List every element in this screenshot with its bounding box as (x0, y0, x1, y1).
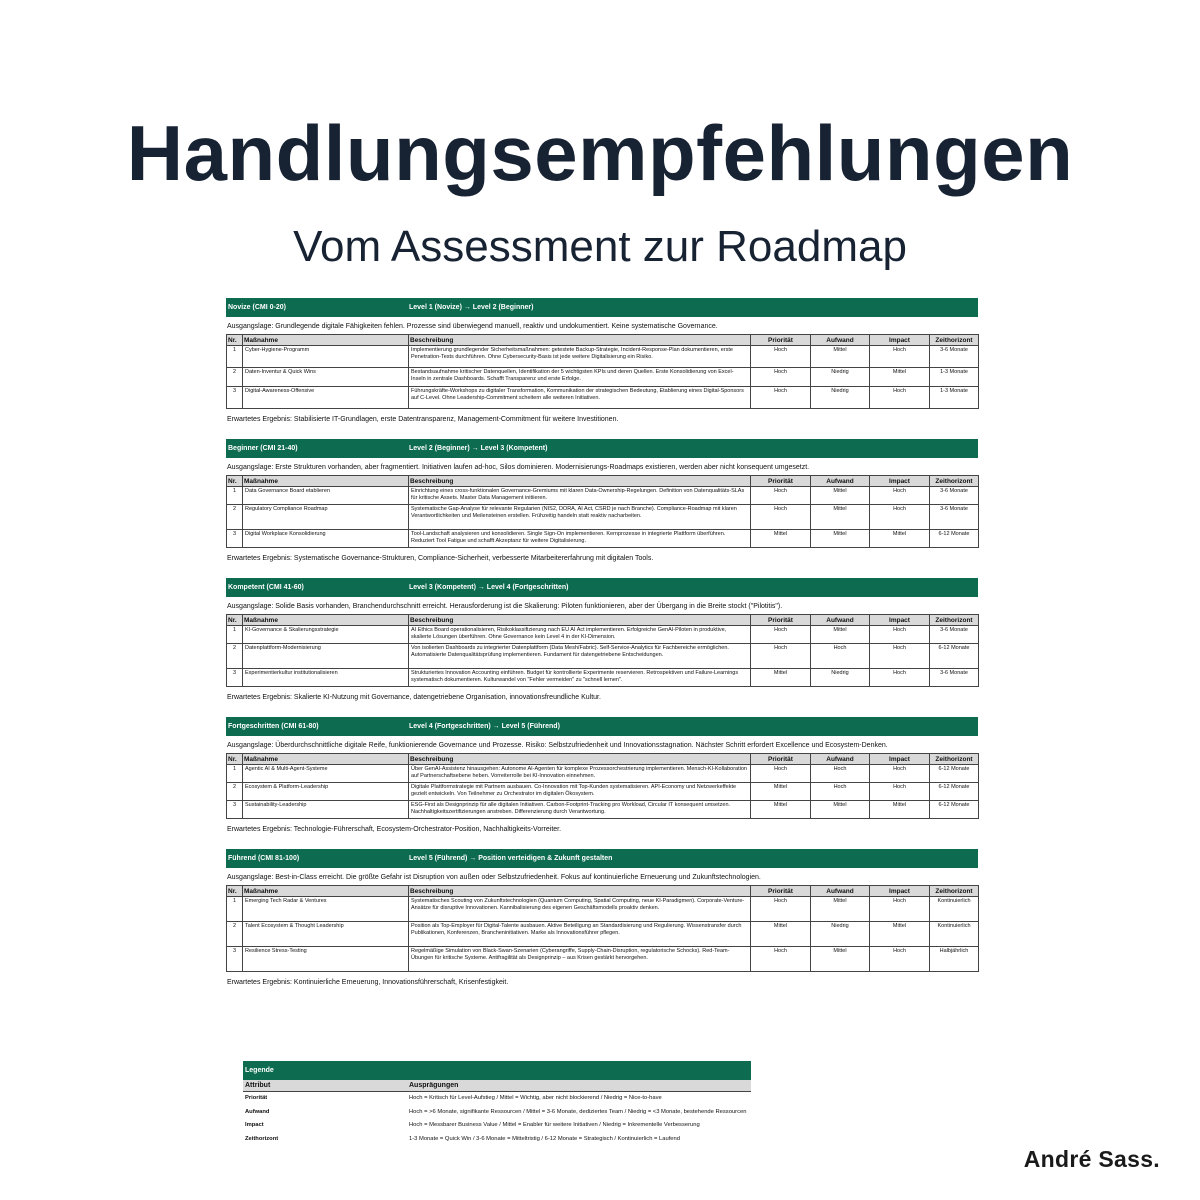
cell-beschreibung: ESG-First als Designprinzip für alle digitalen Initiativen. Carbon-Footprint-Tracking pro Workload, Circular IT konsequent umsetzen. Nachhaltigkeitszertifizierungen anstreben. Differenzierung durch Verantwortung. (409, 801, 751, 819)
table-header-row (227, 754, 979, 765)
column-header-beschreibung: Beschreibung (409, 754, 751, 765)
cell-prioritaet: Hoch (751, 505, 811, 530)
cell-nr: 2 (227, 644, 243, 669)
legend-text: Hoch = Kritisch für Level-Aufstieg / Mittel = Wichtig, aber nicht blockierend / Niedrig = Nice-to-have (409, 1095, 662, 1101)
section-header (226, 717, 978, 736)
column-header-beschreibung: Beschreibung (409, 335, 751, 346)
table-row (227, 765, 979, 783)
column-header-impact: Impact (870, 754, 930, 765)
cell-beschreibung: Regelmäßige Simulation von Black-Swan-Szenarien (Cyberangriffe, Supply-Chain-Disruption, regulatorische Schocks). Red-Team-Übungen für kritische Systeme. Antifragilität als Designprinzip – aus Krisen gestärkt hervorgehen. (409, 947, 751, 972)
measures-table (226, 885, 979, 972)
table-row (227, 669, 979, 687)
cell-massnahme: Daten-Inventur & Quick Wins (243, 368, 409, 387)
cell-nr: 2 (227, 783, 243, 801)
column-header-beschreibung: Beschreibung (409, 615, 751, 626)
column-header-massnahme: Maßnahme (243, 335, 409, 346)
cell-zeithorizont: Halbjährlich (930, 947, 979, 972)
section-ergebnis: Erwartetes Ergebnis: Systematische Governance-Strukturen, Compliance-Sicherheit, verbesserte Mitarbeitererfahrung mit digitalen Tools. (227, 555, 654, 562)
column-header-nr: Nr. (227, 615, 243, 626)
cell-prioritaet: Hoch (751, 626, 811, 644)
legend (243, 1061, 803, 1146)
cell-beschreibung: Von isolierten Dashboards zu integrierter Datenplattform (Data Mesh/Fabric). Self-Service-Analytics für Fachbereiche ermöglichen. Automatisierte Datenqualitätsprüfung implementieren. Fundament für datengetriebene Entscheidungen. (409, 644, 751, 669)
table-row (227, 387, 979, 409)
table-row (227, 346, 979, 368)
column-header-prioritaet: Priorität (751, 886, 811, 897)
cell-beschreibung: Position als Top-Employer für Digital-Talente ausbauen. Aktive Beteiligung an Standardisierung und Regulierung. Wissenstransfer durch Publikationen, Konferenzen, Brancheninitiativen. Marke als Innovationsführer pflegen. (409, 922, 751, 947)
cell-aufwand: Niedrig (811, 922, 870, 947)
column-header-nr: Nr. (227, 754, 243, 765)
cell-beschreibung: AI Ethics Board operationalisieren, Risikoklassifizierung nach EU AI Act implementieren. Erfolgreiche GenAI-Piloten in produktive, skalierte Lösungen überführen. Ohne Governance kein Level 4 in der KI-Dimension. (409, 626, 751, 644)
column-header-nr: Nr. (227, 476, 243, 487)
section-name: Kompetent (CMI 41-60) (228, 584, 304, 591)
section-ergebnis: Erwartetes Ergebnis: Stabilisierte IT-Grundlagen, erste Datentransparenz, Management-Commitment für weitere Investitionen. (227, 416, 619, 423)
table-header-row (227, 615, 979, 626)
column-header-impact: Impact (870, 476, 930, 487)
section-header (226, 849, 978, 868)
cell-nr: 1 (227, 626, 243, 644)
column-header-prioritaet: Priorität (751, 476, 811, 487)
cell-impact: Hoch (870, 669, 930, 687)
cell-massnahme: Experimentierkultur institutionalisieren (243, 669, 409, 687)
legend-row (243, 1092, 803, 1106)
legend-text: Hoch = Messbarer Business Value / Mittel = Enabler für weitere Initiativen / Niedrig = Inkrementelle Verbesserung (409, 1122, 700, 1128)
section-ergebnis: Erwartetes Ergebnis: Kontinuierliche Erneuerung, Innovationsführerschaft, Krisenfestigkeit. (227, 979, 509, 986)
section-block (226, 439, 978, 563)
section-ausgangslage: Ausgangslage: Grundlegende digitale Fähigkeiten fehlen. Prozesse sind überwiegend manuell, reaktiv und undokumentiert. Keine systematische Governance. (227, 323, 718, 330)
column-header-prioritaet: Priorität (751, 335, 811, 346)
legend-col-attribut: Attribut (245, 1082, 271, 1089)
cell-nr: 2 (227, 922, 243, 947)
measures-table (226, 614, 979, 687)
measures-table (226, 334, 979, 409)
cell-impact: Hoch (870, 947, 930, 972)
cell-impact: Hoch (870, 346, 930, 368)
column-header-aufwand: Aufwand (811, 335, 870, 346)
cell-impact: Hoch (870, 626, 930, 644)
legend-attribut: Zeithorizont (245, 1135, 279, 1142)
cell-massnahme: Digital Workplace Konsolidierung (243, 530, 409, 548)
section-name: Novize (CMI 0-20) (228, 304, 286, 311)
cell-impact: Hoch (870, 897, 930, 922)
cell-massnahme: Cyber-Hygiene-Programm (243, 346, 409, 368)
column-header-aufwand: Aufwand (811, 886, 870, 897)
table-row (227, 783, 979, 801)
section-level-transition: Level 5 (Führend) → Position verteidigen & Zukunft gestalten (409, 855, 613, 862)
cell-prioritaet: Mittel (751, 922, 811, 947)
cell-nr: 3 (227, 669, 243, 687)
legend-col-auspraegungen: Ausprägungen (409, 1082, 459, 1089)
cell-aufwand: Mittel (811, 626, 870, 644)
cell-nr: 3 (227, 387, 243, 409)
cell-aufwand: Niedrig (811, 387, 870, 409)
cell-zeithorizont: 3-6 Monate (930, 626, 979, 644)
section-ausgangslage: Ausgangslage: Solide Basis vorhanden, Branchendurchschnitt erreicht. Herausforderung ist die Skalierung: Piloten funktionieren, aber der Übergang in die Breite stockt ("Pilotitis"). (227, 603, 783, 610)
cell-aufwand: Hoch (811, 765, 870, 783)
section-ergebnis: Erwartetes Ergebnis: Skalierte KI-Nutzung mit Governance, datengetriebene Organisation, innovationsfreundliche Kultur. (227, 694, 601, 701)
cell-zeithorizont: 6-12 Monate (930, 530, 979, 548)
cell-massnahme: Digital-Awareness-Offensive (243, 387, 409, 409)
cell-prioritaet: Hoch (751, 897, 811, 922)
cell-zeithorizont: Kontinuierlich (930, 897, 979, 922)
cell-zeithorizont: 6-12 Monate (930, 765, 979, 783)
cell-prioritaet: Mittel (751, 801, 811, 819)
cell-zeithorizont: 6-12 Monate (930, 644, 979, 669)
cell-massnahme: KI-Governance & Skalierungsstrategie (243, 626, 409, 644)
cell-beschreibung: Systematisches Scouting von Zukunftstechnologien (Quantum Computing, Spatial Computing, neue KI-Paradigmen). Corporate-Venture-Ansätze für disruptive Innovationen. Kannibalisierung des eigenen Geschäftsmodells proaktiv denken. (409, 897, 751, 922)
cell-beschreibung: Implementierung grundlegender Sicherheitsmaßnahmen: getestete Backup-Strategie, Incident-Response-Plan dokumentieren, erste Penetration-Tests durchführen. Ohne Cybersecurity-Basis ist jede weitere Digitalisierung ein Risiko. (409, 346, 751, 368)
column-header-prioritaet: Priorität (751, 754, 811, 765)
column-header-nr: Nr. (227, 335, 243, 346)
legend-row (243, 1133, 803, 1147)
column-header-nr: Nr. (227, 886, 243, 897)
cell-beschreibung: Führungskräfte-Workshops zu digitaler Transformation, Kommunikation der strategischen Bedeutung, Etablierung eines Digital-Sponsors auf C-Level. Ohne Leadership-Commitment scheitern alle weiteren Initiativen. (409, 387, 751, 409)
section-header (226, 439, 978, 458)
section-block (226, 849, 978, 987)
cell-impact: Mittel (870, 922, 930, 947)
cell-prioritaet: Hoch (751, 644, 811, 669)
cell-nr: 1 (227, 346, 243, 368)
legend-attribut: Priorität (245, 1095, 268, 1101)
legend-title: Legende (243, 1061, 751, 1080)
section-level-transition: Level 1 (Novize) → Level 2 (Beginner) (409, 304, 534, 311)
legend-attribut: Aufwand (245, 1108, 270, 1115)
cell-zeithorizont: 3-6 Monate (930, 669, 979, 687)
measures-table (226, 753, 979, 819)
legend-attribut: Impact (245, 1122, 264, 1128)
column-header-zeithorizont: Zeithorizont (930, 615, 979, 626)
cell-impact: Hoch (870, 783, 930, 801)
cell-aufwand: Mittel (811, 505, 870, 530)
column-header-zeithorizont: Zeithorizont (930, 476, 979, 487)
cell-aufwand: Hoch (811, 783, 870, 801)
cell-impact: Mittel (870, 368, 930, 387)
column-header-massnahme: Maßnahme (243, 754, 409, 765)
cell-impact: Hoch (870, 487, 930, 505)
table-row (227, 801, 979, 819)
author-signature: André Sass. (1023, 1146, 1160, 1172)
cell-aufwand: Mittel (811, 487, 870, 505)
cell-massnahme: Ecosystem & Platform-Leadership (243, 783, 409, 801)
table-row (227, 947, 979, 972)
table-row (227, 922, 979, 947)
page-title: Handlungsempfehlungen (126, 109, 1074, 197)
section-header (226, 578, 978, 597)
column-header-aufwand: Aufwand (811, 476, 870, 487)
cell-impact: Hoch (870, 644, 930, 669)
section-ergebnis: Erwartetes Ergebnis: Technologie-Führerschaft, Ecosystem-Orchestrator-Position, Nachhaltigkeits-Vorreiter. (227, 826, 562, 833)
section-name: Fortgeschritten (CMI 61-80) (228, 723, 319, 730)
section-name: Führend (CMI 81-100) (228, 855, 300, 862)
cell-prioritaet: Hoch (751, 487, 811, 505)
cell-impact: Hoch (870, 505, 930, 530)
column-header-zeithorizont: Zeithorizont (930, 335, 979, 346)
cell-massnahme: Regulatory Compliance Roadmap (243, 505, 409, 530)
cell-nr: 2 (227, 505, 243, 530)
cell-massnahme: Datenplattform-Modernisierung (243, 644, 409, 669)
cell-aufwand: Niedrig (811, 368, 870, 387)
cell-nr: 1 (227, 897, 243, 922)
cell-prioritaet: Hoch (751, 368, 811, 387)
cell-nr: 1 (227, 487, 243, 505)
section-level-transition: Level 4 (Fortgeschritten) → Level 5 (Führend) (409, 723, 560, 730)
cell-aufwand: Hoch (811, 644, 870, 669)
cell-prioritaet: Hoch (751, 947, 811, 972)
cell-massnahme: Data Governance Board etablieren (243, 487, 409, 505)
cell-aufwand: Mittel (811, 897, 870, 922)
column-header-beschreibung: Beschreibung (409, 886, 751, 897)
legend-row (243, 1106, 803, 1120)
table-row (227, 368, 979, 387)
cell-beschreibung: Digitale Plattformstrategie mit Partnern ausbauen. Co-Innovation mit Top-Kunden systematisieren. API-Economy und Netzwerkeffekte gezielt entwickeln. Von Teilnehmer zu Orchestrator im digitalen Ökosystem. (409, 783, 751, 801)
table-row (227, 897, 979, 922)
column-header-beschreibung: Beschreibung (409, 476, 751, 487)
table-header-row (227, 335, 979, 346)
column-header-aufwand: Aufwand (811, 615, 870, 626)
cell-massnahme: Resilience Stress-Testing (243, 947, 409, 972)
cell-impact: Mittel (870, 801, 930, 819)
legend-header (243, 1080, 751, 1092)
section-block (226, 298, 978, 424)
column-header-massnahme: Maßnahme (243, 476, 409, 487)
section-level-transition: Level 3 (Kompetent) → Level 4 (Fortgeschritten) (409, 584, 569, 591)
table-row (227, 626, 979, 644)
cell-zeithorizont: 1-3 Monate (930, 387, 979, 409)
cell-zeithorizont: 3-6 Monate (930, 487, 979, 505)
cell-massnahme: Agentic AI & Multi-Agent-Systeme (243, 765, 409, 783)
cell-beschreibung: Bestandsaufnahme kritischer Datenquellen, Identifikation der 5 wichtigsten KPIs und deren Quellen. Erste Konsolidierung von Excel-Inseln in zentrale Dashboards. Schafft Transparenz und erste Erfolge. (409, 368, 751, 387)
cell-nr: 1 (227, 765, 243, 783)
cell-beschreibung: Strukturiertes Innovation Accounting einführen. Budget für kontrollierte Experimente reservieren. Retrospektiven und Failure-Learnings systematisch dokumentieren. Kulturwandel von "Fehler vermeiden" zu "schnell lernen". (409, 669, 751, 687)
cell-prioritaet: Hoch (751, 387, 811, 409)
table-row (227, 644, 979, 669)
cell-impact: Hoch (870, 387, 930, 409)
cell-prioritaet: Hoch (751, 346, 811, 368)
cell-beschreibung: Einrichtung eines cross-funktionalen Governance-Gremiums mit klaren Data-Ownership-Regelungen. Definition von Datenqualitäts-SLAs für kritische Assets. Master Data Management initiieren. (409, 487, 751, 505)
section-header (226, 298, 978, 317)
section-ausgangslage: Ausgangslage: Überdurchschnittliche digitale Reife, funktionierende Governance und Prozesse. Risiko: Selbstzufriedenheit und Innovationsstagnation. Nächster Schritt erfordert Excellence und Ecosystem-Denken. (227, 742, 888, 749)
column-header-massnahme: Maßnahme (243, 886, 409, 897)
table-row (227, 487, 979, 505)
column-header-aufwand: Aufwand (811, 754, 870, 765)
legend-text: 1-3 Monate = Quick Win / 3-6 Monate = Mitteltristig / 6-12 Monate = Strategisch / Kontinuierlich = Laufend (409, 1135, 680, 1142)
column-header-impact: Impact (870, 886, 930, 897)
cell-aufwand: Mittel (811, 801, 870, 819)
cell-nr: 2 (227, 368, 243, 387)
cell-impact: Hoch (870, 765, 930, 783)
legend-text: Hoch = >6 Monate, signifikante Ressourcen / Mittel = 3-6 Monate, dediziertes Team / Niedrig = <3 Monate, bestehende Ressourcen (409, 1108, 747, 1115)
table-header-row (227, 886, 979, 897)
column-header-impact: Impact (870, 615, 930, 626)
section-level-transition: Level 2 (Beginner) → Level 3 (Kompetent) (409, 445, 548, 452)
cell-zeithorizont: 6-12 Monate (930, 801, 979, 819)
cell-massnahme: Talent Ecosystem & Thought Leadership (243, 922, 409, 947)
cell-aufwand: Mittel (811, 947, 870, 972)
column-header-zeithorizont: Zeithorizont (930, 754, 979, 765)
section-ausgangslage: Ausgangslage: Erste Strukturen vorhanden, aber fragmentiert. Initiativen laufen ad-hoc, Silos dominieren. Modernisierungs-Roadmaps existieren, werden aber nicht konsequent umgesetzt. (227, 464, 810, 471)
cell-beschreibung: Systematische Gap-Analyse für relevante Regularien (NIS2, DORA, AI Act, CSRD je nach Branche). Compliance-Roadmap mit klaren Verantwortlichkeiten und Meilensteinen erstellen. Frühzeitig handeln statt reaktiv nacharbeiten. (409, 505, 751, 530)
cell-nr: 3 (227, 530, 243, 548)
cell-prioritaet: Mittel (751, 530, 811, 548)
cell-aufwand: Mittel (811, 530, 870, 548)
cell-zeithorizont: Kontinuierlich (930, 922, 979, 947)
cell-beschreibung: Tool-Landschaft analysieren und konsolidieren. Single Sign-On implementieren. Kernprozesse in integrierte Plattform überführen. Reduziert Tool Fatigue und schafft Akzeptanz für weitere Digitalisierung. (409, 530, 751, 548)
cell-massnahme: Emerging Tech Radar & Ventures (243, 897, 409, 922)
column-header-prioritaet: Priorität (751, 615, 811, 626)
section-block (226, 717, 978, 834)
section-block (226, 578, 978, 702)
measures-table (226, 475, 979, 548)
section-name: Beginner (CMI 21-40) (228, 445, 298, 452)
cell-nr: 3 (227, 801, 243, 819)
cell-prioritaet: Hoch (751, 765, 811, 783)
cell-aufwand: Niedrig (811, 669, 870, 687)
cell-aufwand: Mittel (811, 346, 870, 368)
cell-beschreibung: Über GenAI-Assistenz hinausgehen: Autonome AI-Agenten für komplexe Prozessorchestrierung implementieren. Mensch-KI-Kollaboration auf Partnerschaftsebene heben. Vorreiterrolle bei KI-Innovation einnehmen. (409, 765, 751, 783)
cell-nr: 3 (227, 947, 243, 972)
cell-impact: Mittel (870, 530, 930, 548)
cell-massnahme: Sustainability-Leadership (243, 801, 409, 819)
table-row (227, 505, 979, 530)
column-header-massnahme: Maßnahme (243, 615, 409, 626)
cell-zeithorizont: 6-12 Monate (930, 783, 979, 801)
cell-zeithorizont: 3-6 Monate (930, 505, 979, 530)
cell-zeithorizont: 1-3 Monate (930, 368, 979, 387)
column-header-impact: Impact (870, 335, 930, 346)
cell-zeithorizont: 3-6 Monate (930, 346, 979, 368)
recommendations-content (226, 298, 978, 1002)
cell-prioritaet: Mittel (751, 669, 811, 687)
section-ausgangslage: Ausgangslage: Best-in-Class erreicht. Die größte Gefahr ist Disruption von außen oder Selbstzufriedenheit. Fokus auf kontinuierliche Erneuerung und Zukunftstechnologien. (227, 874, 761, 881)
table-row (227, 530, 979, 548)
column-header-zeithorizont: Zeithorizont (930, 886, 979, 897)
legend-row (243, 1119, 803, 1133)
cell-prioritaet: Mittel (751, 783, 811, 801)
page-subtitle: Vom Assessment zur Roadmap (293, 222, 907, 271)
table-header-row (227, 476, 979, 487)
